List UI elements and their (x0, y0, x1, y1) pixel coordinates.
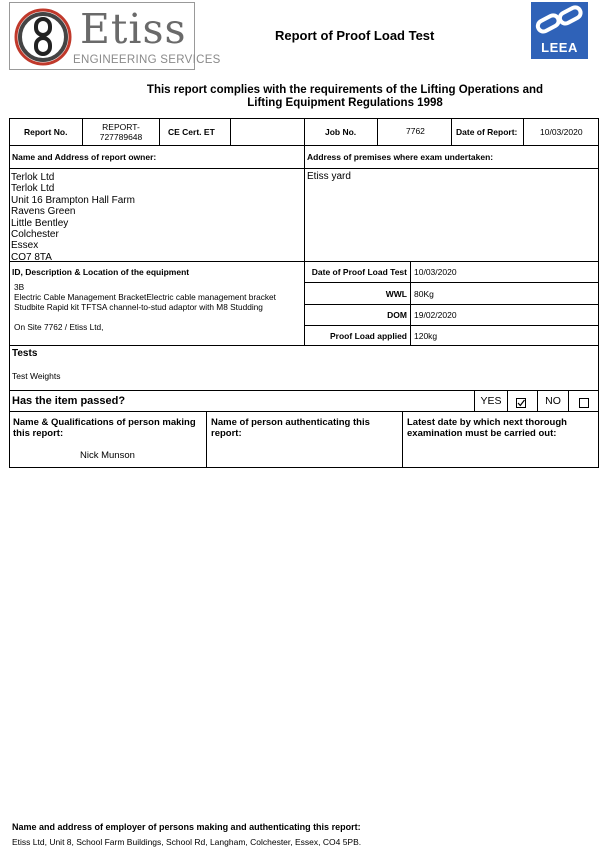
premises-value: Etiss yard (307, 171, 351, 182)
proof-test-date-label: Date of Proof Load Test (311, 267, 407, 277)
report-no-value (83, 122, 159, 142)
logo-name: Etiss (80, 5, 187, 53)
empty-box-icon (579, 398, 590, 409)
owner-line: Terlok Ltd (11, 172, 55, 183)
no-label: NO (545, 395, 561, 407)
report-no-label: Report No. (24, 127, 68, 137)
passed-question: Has the item passed? (12, 395, 126, 407)
next-exam-label (407, 417, 567, 439)
owner-line: Terlok Ltd (11, 183, 55, 195)
authenticator-label-line-1: Name of person authenticating this (211, 417, 370, 428)
proof-test-date-value: 10/03/2020 (414, 267, 457, 277)
owner-line: Little Bentley (11, 217, 69, 229)
no-checkbox[interactable] (579, 396, 590, 414)
owner-line: Essex (11, 240, 39, 252)
logo-subtitle: ENGINEERING SERVICES (73, 54, 221, 66)
dom-label: DOM (387, 310, 407, 320)
owner-address (11, 172, 135, 263)
leea-chain-icon (531, 2, 588, 42)
yes-label: YES (480, 395, 502, 407)
authenticator-label-line-2: report: (211, 428, 242, 439)
report-no-line-2: 727789648 (99, 132, 143, 142)
proof-load-label: Proof Load applied (330, 331, 407, 341)
premises-label: Address of premises where exam undertaken: (307, 152, 494, 162)
ce-cert-label: CE Cert. ET (168, 127, 215, 137)
compliance-line-2: Lifting Equipment Regulations 1998 (247, 97, 443, 109)
checked-box-icon (516, 398, 527, 409)
job-no-label: Job No. (325, 127, 357, 137)
maker-label (13, 417, 196, 439)
yes-checkbox[interactable] (516, 396, 527, 414)
chain-link-logo-icon (13, 7, 75, 67)
etiss-logo (9, 2, 221, 70)
maker-label-line-1: Name & Qualifications of person making (13, 417, 196, 428)
leea-badge (531, 2, 588, 59)
page-title: Report of Proof Load Test (275, 28, 435, 43)
equipment-desc-line-2: Studbite Rapid kit TFTSA channel-to-stud adaptor with M8 Studding (14, 302, 263, 312)
owner-label: Name and Address of report owner: (12, 152, 157, 162)
next-exam-label-line-1: Latest date by which next thorough (407, 417, 567, 428)
employer-label: Name and address of employer of persons making and authenticating this report: (12, 822, 361, 832)
employer-address: Etiss Ltd, Unit 8, School Farm Buildings, School Rd, Langham, Colchester, Essex, CO4 5PB. (12, 837, 362, 847)
owner-line: Ravens Green (11, 206, 76, 218)
tests-value: Test Weights (12, 371, 61, 381)
equipment-label: ID, Description & Location of the equipment (12, 267, 190, 277)
wwl-label: WWL (385, 289, 407, 299)
date-of-report-value: 10/03/2020 (540, 127, 583, 137)
leea-label: LEEA (541, 40, 578, 55)
next-exam-label-line-2: examination must be carried out: (407, 428, 557, 439)
authenticator-label (211, 417, 370, 439)
compliance-statement (100, 84, 590, 110)
report-no-line-1: REPORT- (102, 122, 140, 132)
owner-line: Colchester (11, 229, 59, 241)
owner-line: Unit 16 Brampton Hall Farm (11, 194, 135, 206)
compliance-line-1: This report complies with the requirements of the Lifting Operations and (146, 84, 544, 96)
dom-value: 19/02/2020 (414, 310, 457, 320)
wwl-value: 80Kg (414, 289, 434, 299)
owner-line: CO7 8TA (11, 251, 52, 263)
maker-label-line-2: this report: (13, 428, 64, 439)
equipment-id: 3B (14, 282, 25, 292)
maker-name: Nick Munson (80, 450, 135, 461)
equipment-desc-line-1: Electric Cable Management BracketElectric cable management bracket (14, 292, 276, 302)
date-of-report-label: Date of Report: (456, 127, 518, 137)
tests-label: Tests (12, 348, 38, 359)
job-no-value: 7762 (406, 126, 425, 136)
equipment-location: On Site 7762 / Etiss Ltd, (14, 322, 104, 332)
proof-load-value: 120kg (414, 331, 438, 341)
